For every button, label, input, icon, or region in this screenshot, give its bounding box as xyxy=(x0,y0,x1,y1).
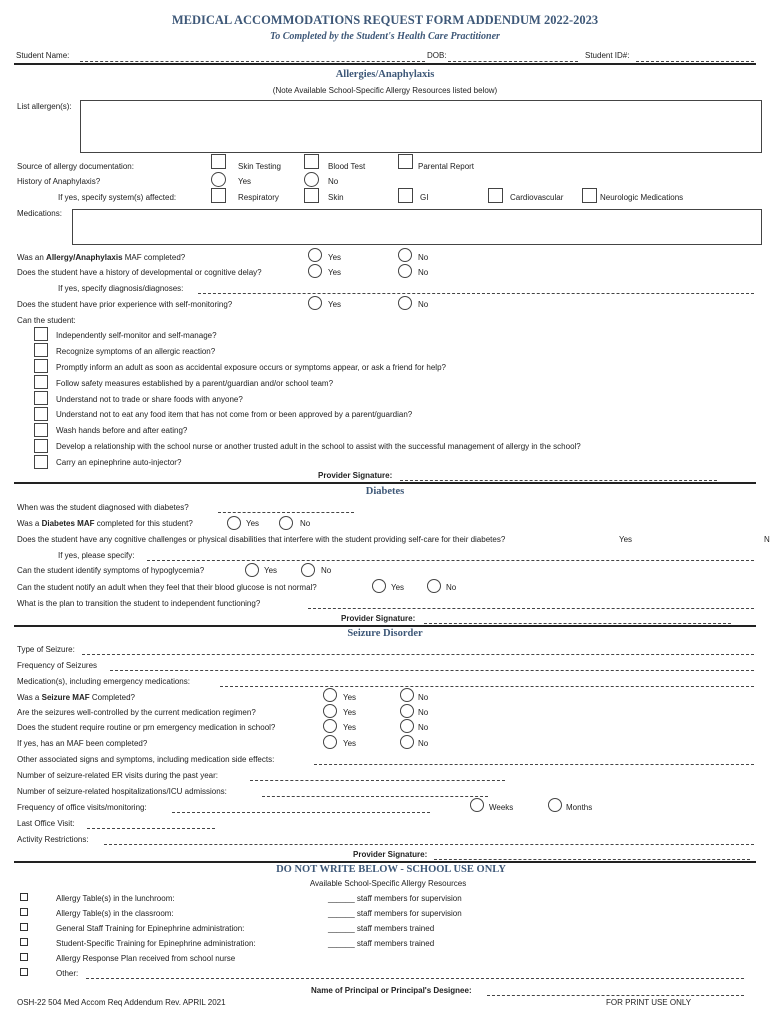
controlled-question: Are the seizures well-controlled by the current medication regimen? xyxy=(17,708,256,717)
allergy-maf-yes-label: Yes xyxy=(328,253,342,262)
developmental-question: Does the student have a history of developmental or cognitive delay? xyxy=(17,268,262,277)
diabetes-heading: Diabetes xyxy=(365,486,405,497)
skin-checkbox[interactable] xyxy=(304,188,319,203)
specify-dx-label: If yes, specify diagnosis/diagnoses: xyxy=(58,284,184,293)
seizure-heading: Seizure Disorder xyxy=(347,628,423,639)
can-item-label: Carry an epinephrine auto-injector? xyxy=(56,458,182,467)
gi-checkbox[interactable] xyxy=(398,188,413,203)
list-allergens-label: List allergen(s): xyxy=(17,102,72,111)
maf-been-no-radio[interactable] xyxy=(400,735,414,749)
seizure-maf-no-radio[interactable] xyxy=(400,688,414,702)
diabetes-maf-yes-radio[interactable] xyxy=(227,516,241,530)
form-title: MEDICAL ACCOMMODATIONS REQUEST FORM ADDENDUM 2022-2023 xyxy=(171,13,599,27)
dob-field[interactable] xyxy=(448,61,578,62)
hypo-no-radio[interactable] xyxy=(301,563,315,577)
hypo-no-label: No xyxy=(321,566,332,575)
diabetes-maf-bold: Diabetes MAF xyxy=(41,519,95,528)
diabetes-provider-signature-label: Provider Signature: xyxy=(341,614,416,623)
controlled-no-radio[interactable] xyxy=(400,704,414,718)
self-monitor-yes-radio[interactable] xyxy=(308,296,322,310)
school-checkbox[interactable] xyxy=(20,938,28,946)
can-item-checkbox[interactable] xyxy=(34,359,48,373)
diagnosed-field[interactable] xyxy=(218,512,354,513)
seizure-provider-signature-field[interactable] xyxy=(434,859,750,860)
diabetes-maf-post: completed for this student? xyxy=(94,519,193,528)
history-no-label: No xyxy=(328,177,339,186)
self-monitor-question: Does the student have prior experience with self-monitoring? xyxy=(17,300,233,309)
seizure-maf-yes-radio[interactable] xyxy=(323,688,337,702)
allergies-note: (Note Available School-Specific Allergy Resources listed below) xyxy=(272,86,498,95)
cardiovascular-checkbox[interactable] xyxy=(488,188,503,203)
parental-report-label: Parental Report xyxy=(418,162,475,171)
school-item-label: Allergy Table(s) in the classroom: xyxy=(56,909,174,918)
diagnosed-question: When was the student diagnosed with diabetes? xyxy=(17,503,189,512)
student-name-field[interactable] xyxy=(80,61,425,62)
allergy-maf-bold: Allergy/Anaphylaxis xyxy=(46,253,123,262)
history-no-radio[interactable] xyxy=(304,172,319,187)
activity-field[interactable] xyxy=(104,844,754,845)
seizure-maf-yes-label: Yes xyxy=(343,693,357,702)
systems-label: If yes, specify system(s) affected: xyxy=(58,193,177,202)
office-visits-label: Frequency of office visits/monitoring: xyxy=(17,803,147,812)
self-monitor-yes-label: Yes xyxy=(328,300,342,309)
staff-label: ______ staff members trained xyxy=(328,924,435,933)
associated-label: Other associated signs and symptoms, including medication side effects: xyxy=(17,755,275,764)
controlled-yes-radio[interactable] xyxy=(323,704,337,718)
allergy-maf-no-label: No xyxy=(418,253,429,262)
allergens-textbox[interactable] xyxy=(80,100,762,153)
can-item-checkbox[interactable] xyxy=(34,439,48,453)
notify-question: Can the student notify an adult when they feel that their blood glucose is not normal? xyxy=(17,583,317,592)
blood-test-checkbox[interactable] xyxy=(304,154,319,169)
school-checkbox[interactable] xyxy=(20,923,28,931)
months-label: Months xyxy=(566,803,593,812)
other-field[interactable] xyxy=(86,978,744,979)
challenges-yes-label: Yes xyxy=(619,535,633,544)
can-item-checkbox[interactable] xyxy=(34,375,48,389)
seizure-maf-post: Completed? xyxy=(89,693,135,702)
hospital-label: Number of seizure-related hospitalizations/ICU admissions: xyxy=(17,787,227,796)
associated-field[interactable] xyxy=(314,764,754,765)
school-item-label: Allergy Response Plan received from school nurse xyxy=(56,954,236,963)
can-item-label: Independently self-monitor and self-manage? xyxy=(56,331,217,340)
notify-yes-label: Yes xyxy=(391,583,405,592)
can-item-label: Promptly inform an adult as soon as accidental exposure occurs or symptoms appear, or ask a friend for help? xyxy=(56,363,446,372)
diabetes-divider xyxy=(14,625,756,627)
diabetes-specify-label: If yes, please specify: xyxy=(58,551,135,560)
history-yes-label: Yes xyxy=(238,177,252,186)
seizure-type-field[interactable] xyxy=(82,654,754,655)
medications-label: Medications: xyxy=(17,209,62,218)
hypo-yes-radio[interactable] xyxy=(245,563,259,577)
months-radio[interactable] xyxy=(548,798,562,812)
allergy-provider-signature-field[interactable] xyxy=(400,480,717,481)
last-visit-field[interactable] xyxy=(87,828,215,829)
self-monitor-no-label: No xyxy=(418,300,429,309)
header-divider xyxy=(14,63,756,65)
skin-testing-label: Skin Testing xyxy=(238,162,281,171)
weeks-radio[interactable] xyxy=(470,798,484,812)
developmental-yes-label: Yes xyxy=(328,268,342,277)
form-subtitle: To Completed by the Student's Health Care Practitioner xyxy=(270,31,500,42)
skin-testing-checkbox[interactable] xyxy=(211,154,226,169)
challenges-question: Does the student have any cognitive challenges or physical disabilities that interfere with the student providing self-care for their diabetes? xyxy=(17,535,506,544)
footer-print-only: FOR PRINT USE ONLY xyxy=(606,998,692,1007)
allergy-maf-pre: Was an xyxy=(17,253,47,262)
specify-dx-field[interactable] xyxy=(198,293,754,294)
seizure-divider xyxy=(14,861,756,863)
seizure-maf-no-label: No xyxy=(418,693,429,702)
school-item-label: General Staff Training for Epinephrine administration: xyxy=(56,924,245,933)
weeks-label: Weeks xyxy=(489,803,514,812)
principal-field[interactable] xyxy=(487,995,744,996)
history-label: History of Anaphylaxis? xyxy=(17,177,101,186)
routine-yes-radio[interactable] xyxy=(323,719,337,733)
can-item-checkbox[interactable] xyxy=(34,423,48,437)
student-id-label: Student ID#: xyxy=(585,51,630,60)
can-item-label: Wash hands before and after eating? xyxy=(56,426,188,435)
allergy-maf-question xyxy=(17,254,185,262)
source-label: Source of allergy documentation: xyxy=(17,162,134,171)
neurologic-label: Neurologic Medications xyxy=(600,193,684,202)
blood-test-label: Blood Test xyxy=(328,162,366,171)
developmental-yes-radio[interactable] xyxy=(308,264,322,278)
allergy-maf-no-radio[interactable] xyxy=(398,248,412,262)
maf-been-no-label: No xyxy=(418,739,429,748)
history-yes-radio[interactable] xyxy=(211,172,226,187)
diabetes-provider-signature-field[interactable] xyxy=(424,623,731,624)
respiratory-checkbox[interactable] xyxy=(211,188,226,203)
dob-label: DOB: xyxy=(427,51,447,60)
maf-been-yes-label: Yes xyxy=(343,739,357,748)
seizure-maf-question xyxy=(17,694,135,702)
allergies-heading: Allergies/Anaphylaxis xyxy=(335,69,435,80)
activity-label: Activity Restrictions: xyxy=(17,835,89,844)
seizure-provider-signature-label: Provider Signature: xyxy=(353,850,428,859)
student-id-field[interactable] xyxy=(636,61,754,62)
er-visits-field[interactable] xyxy=(250,780,505,781)
maf-been-yes-radio[interactable] xyxy=(323,735,337,749)
seizure-frequency-label: Frequency of Seizures xyxy=(17,661,98,670)
parental-report-checkbox[interactable] xyxy=(398,154,413,169)
seizure-type-label: Type of Seizure: xyxy=(17,645,75,654)
transition-field[interactable] xyxy=(308,608,754,609)
staff-label: ______ staff members for supervision xyxy=(328,894,462,903)
medications-textbox[interactable] xyxy=(72,209,762,245)
school-checkbox[interactable] xyxy=(20,893,28,901)
principal-label: Name of Principal or Principal's Designee: xyxy=(311,986,472,995)
diabetes-maf-no-label: No xyxy=(300,519,311,528)
developmental-no-label: No xyxy=(418,268,429,277)
self-monitor-no-radio[interactable] xyxy=(398,296,412,310)
notify-no-label: No xyxy=(446,583,457,592)
hypo-yes-label: Yes xyxy=(264,566,278,575)
school-item-label: Other: xyxy=(56,969,79,978)
can-item-label: Follow safety measures established by a parent/guardian and/or school team? xyxy=(56,379,334,388)
staff-label: ______ staff members for supervision xyxy=(328,909,462,918)
seizure-medications-field[interactable] xyxy=(220,686,754,687)
seizure-frequency-field[interactable] xyxy=(110,670,754,671)
routine-no-radio[interactable] xyxy=(400,719,414,733)
developmental-no-radio[interactable] xyxy=(398,264,412,278)
school-resources-label: Available School-Specific Allergy Resources xyxy=(309,879,467,888)
can-item-checkbox[interactable] xyxy=(34,343,48,357)
seizure-maf-bold: Seizure MAF xyxy=(41,693,90,702)
seizure-medications-label: Medication(s), including emergency medications: xyxy=(17,677,190,686)
transition-question: What is the plan to transition the student to independent functioning? xyxy=(17,599,261,608)
school-item-label: Allergy Table(s) in the lunchroom: xyxy=(56,894,175,903)
can-item-checkbox[interactable] xyxy=(34,391,48,405)
cardiovascular-label: Cardiovascular xyxy=(510,193,564,202)
diabetes-maf-yes-label: Yes xyxy=(246,519,260,528)
notify-no-radio[interactable] xyxy=(427,579,441,593)
school-checkbox[interactable] xyxy=(20,953,28,961)
allergy-maf-post: MAF completed? xyxy=(122,253,186,262)
can-item-checkbox[interactable] xyxy=(34,455,48,469)
diabetes-specify-field[interactable] xyxy=(147,560,754,561)
can-item-checkbox[interactable] xyxy=(34,327,48,341)
respiratory-label: Respiratory xyxy=(238,193,279,202)
can-item-label: Recognize symptoms of an allergic reaction? xyxy=(56,347,216,356)
school-checkbox[interactable] xyxy=(20,908,28,916)
routine-yes-label: Yes xyxy=(343,723,357,732)
challenges-no-label: N xyxy=(764,535,770,544)
can-item-label: Develop a relationship with the school nurse or another trusted adult in the school to assist with the successful management of allergy in the school? xyxy=(56,442,581,451)
office-visits-field[interactable] xyxy=(172,812,430,813)
maf-been-question: If yes, has an MAF been completed? xyxy=(17,739,148,748)
school-item-label: Student-Specific Training for Epinephrine administration: xyxy=(56,939,256,948)
skin-label: Skin xyxy=(328,193,344,202)
hypo-question: Can the student identify symptoms of hypoglycemia? xyxy=(17,566,205,575)
student-name-label: Student Name: xyxy=(16,51,70,60)
er-visits-label: Number of seizure-related ER visits during the past year: xyxy=(17,771,218,780)
allergy-provider-signature-label: Provider Signature: xyxy=(318,471,393,480)
school-checkbox[interactable] xyxy=(20,968,28,976)
last-visit-label: Last Office Visit: xyxy=(17,819,75,828)
allergy-maf-yes-radio[interactable] xyxy=(308,248,322,262)
can-item-label: Understand not to eat any food item that has not come from or been approved by a parent/guardian? xyxy=(56,410,413,419)
school-use-heading: DO NOT WRITE BELOW - SCHOOL USE ONLY xyxy=(276,864,506,875)
routine-question: Does the student require routine or prn emergency medication in school? xyxy=(17,723,276,732)
notify-yes-radio[interactable] xyxy=(372,579,386,593)
diabetes-maf-pre: Was a xyxy=(17,519,42,528)
footer-form-id: OSH-22 504 Med Accom Req Addendum Rev. APRIL 2021 xyxy=(17,998,226,1007)
gi-label: GI xyxy=(420,193,429,202)
seizure-maf-pre: Was a xyxy=(17,693,42,702)
can-item-checkbox[interactable] xyxy=(34,407,48,421)
neurologic-checkbox[interactable] xyxy=(582,188,597,203)
routine-no-label: No xyxy=(418,723,429,732)
can-student-label: Can the student: xyxy=(17,316,76,325)
controlled-yes-label: Yes xyxy=(343,708,357,717)
diabetes-maf-question xyxy=(17,520,193,528)
staff-label: ______ staff members trained xyxy=(328,939,435,948)
hospital-field[interactable] xyxy=(262,796,488,797)
controlled-no-label: No xyxy=(418,708,429,717)
diabetes-maf-no-radio[interactable] xyxy=(279,516,293,530)
allergy-divider xyxy=(14,482,756,484)
can-item-label: Understand not to trade or share foods with anyone? xyxy=(56,395,243,404)
